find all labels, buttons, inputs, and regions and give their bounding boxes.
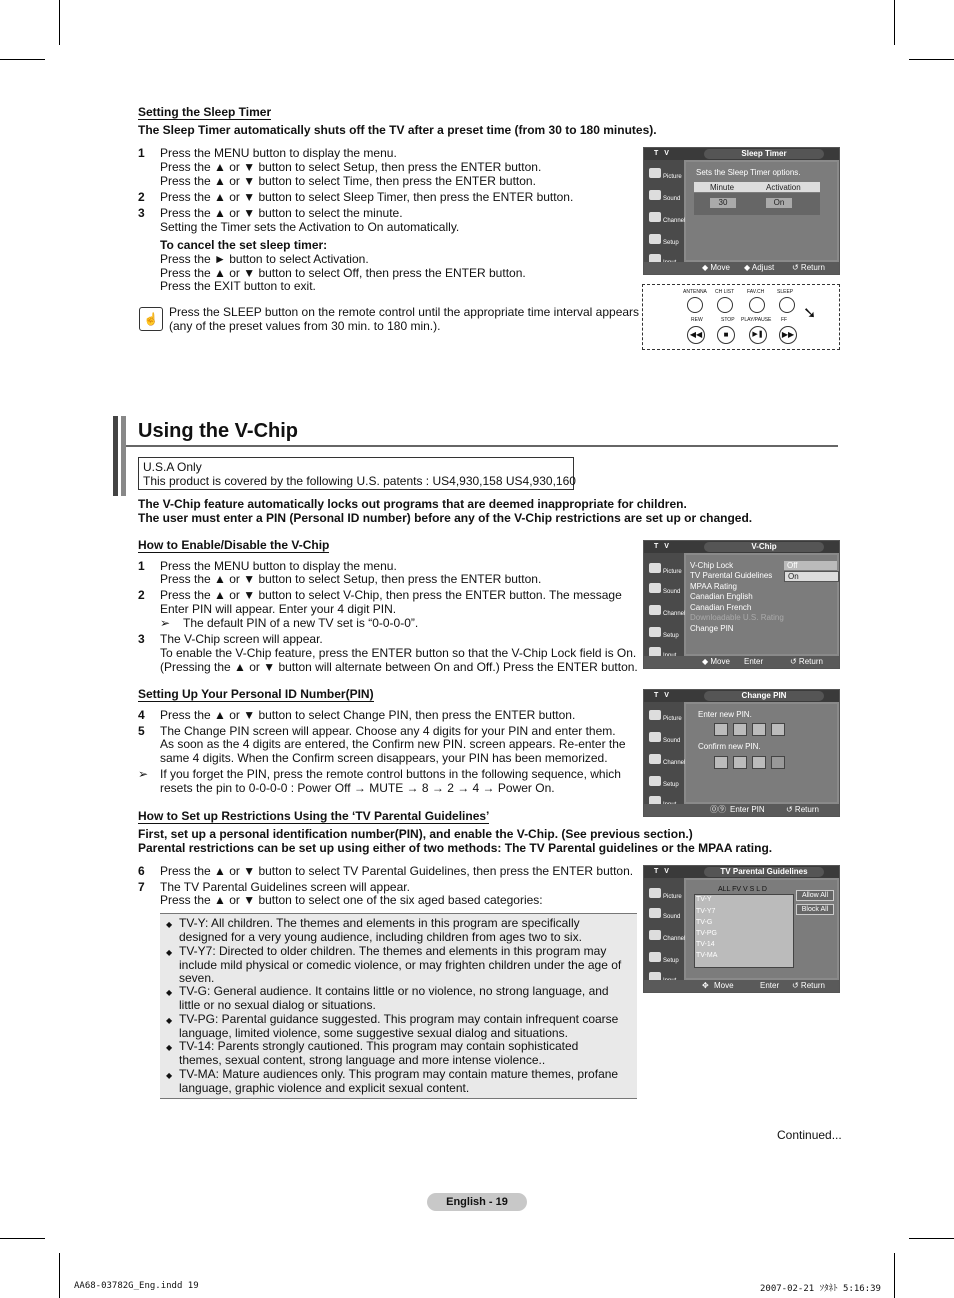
enable-heading: How to Enable/Disable the V-Chip bbox=[138, 538, 330, 552]
rating-item: TV-PG: Parental guidance suggested. This program may contain infrequent coarse language, limited violence, some suggestive sexual dialog and situations. bbox=[179, 1012, 619, 1040]
step-number: 3 bbox=[138, 206, 145, 220]
crop-mark bbox=[0, 1238, 45, 1239]
vchip-intro: The user must enter a PIN (Personal ID number) before any of the V-Chip restrictions are set up or changed. bbox=[138, 511, 753, 525]
channel-icon bbox=[649, 930, 661, 940]
sound-icon bbox=[649, 908, 661, 918]
sound-icon bbox=[649, 190, 661, 200]
remote-illustration: ANTENNA CH LIST FAV.CH SLEEP ➘ REW STOP PLAY/PAUSE FF ◀◀ ■ ▶❚ ▶▶ bbox=[642, 284, 840, 350]
note-arrow-icon: ➢ bbox=[160, 616, 171, 630]
step-text: Press the ▲ or ▼ button to select Sleep Timer, then press the ENTER button. bbox=[160, 190, 574, 204]
osd-parental-guidelines: T V TV Parental Guidelines Picture Sound Channel Setup ALL FV V S L D TV-Y TV-Y7 TV-G TV-PG TV-14 TV-MA Allow All Block All ✥ Move Enter ↺ Return bbox=[643, 865, 840, 993]
note-arrow-icon: ➢ bbox=[138, 767, 149, 781]
setup-icon bbox=[649, 776, 661, 786]
minute-value: 30 bbox=[710, 198, 736, 208]
bullet-icon: ◆ bbox=[166, 1043, 173, 1052]
step-text: Setting the Timer sets the Activation to On automatically. bbox=[160, 220, 460, 234]
pin-box bbox=[771, 756, 785, 769]
step-text: Press the ► button to select Activation. bbox=[160, 252, 369, 266]
step-text: Press the MENU button to display the menu. bbox=[160, 146, 397, 160]
picture-icon bbox=[649, 168, 661, 178]
chlist-button[interactable] bbox=[717, 297, 733, 313]
page-title: Using the V-Chip bbox=[138, 420, 298, 442]
date-info: 2007-02-21 ｿﾀﾈﾄ 5:16:39 bbox=[760, 1284, 881, 1294]
bullet-icon: ◆ bbox=[166, 988, 173, 997]
pin-box bbox=[752, 723, 766, 736]
cancel-heading: To cancel the set sleep timer: bbox=[160, 238, 328, 252]
picture-icon bbox=[649, 563, 661, 573]
step-text: Press the ▲ or ▼ button to select Time, then press the ENTER button. bbox=[160, 174, 536, 188]
bullet-icon: ◆ bbox=[166, 920, 173, 929]
note-text: (any of the preset values from 30 min. to 180 min.). bbox=[169, 319, 441, 333]
title-rule bbox=[126, 445, 838, 447]
page-number: English - 19 bbox=[427, 1193, 527, 1211]
restrictions-heading: How to Set up Restrictions Using the ‘TV Parental Guidelines’ bbox=[138, 809, 490, 823]
pin-box bbox=[714, 756, 728, 769]
bullet-icon: ◆ bbox=[166, 1071, 173, 1080]
step-text: Press the ▲ or ▼ button to select Off, then press the ENTER button. bbox=[160, 266, 526, 280]
sleep-button[interactable] bbox=[779, 297, 795, 313]
rating-item: TV-Y: All children. The themes and elements in this program are specifically designed for a very young audience, including children from ages two to six. bbox=[179, 916, 582, 944]
pin-box bbox=[714, 723, 728, 736]
continued-label: Continued... bbox=[777, 1128, 842, 1142]
sleep-heading: Setting the Sleep Timer bbox=[138, 105, 272, 119]
bullet-icon: ◆ bbox=[166, 1016, 173, 1025]
file-info: AA68-03782G_Eng.indd 19 bbox=[74, 1281, 199, 1291]
channel-icon bbox=[649, 212, 661, 222]
osd-vchip: T V V-Chip Picture Sound Channel Setup V-Chip Lock TV Parental Guidelines MPAA Rating Canadian English Canadian French Downloadable U.S. Rating Change PIN Off On ◆ Move Enter ↺ Return bbox=[643, 540, 840, 669]
step-number: 1 bbox=[138, 146, 145, 160]
pointer-icon: ➘ bbox=[803, 305, 817, 322]
step-number: 2 bbox=[138, 190, 145, 204]
ff-icon[interactable]: ▶▶ bbox=[779, 326, 797, 344]
picture-icon bbox=[649, 888, 661, 898]
crop-mark bbox=[909, 1238, 954, 1239]
rating-item: TV-G: General audience. It contains little or no violence, no strong language, and little or no sexual dialog or situations. bbox=[179, 984, 609, 1012]
sound-icon bbox=[649, 732, 661, 742]
favch-button[interactable] bbox=[749, 297, 765, 313]
channel-icon bbox=[649, 754, 661, 764]
step-text: Press the ▲ or ▼ button to select the minute. bbox=[160, 206, 403, 220]
step-text: Press the EXIT button to exit. bbox=[160, 279, 316, 293]
pin-box bbox=[752, 756, 766, 769]
osd-change-pin: T V Change PIN Picture Sound Channel Setup Enter new PIN. Confirm new PIN. ⓪⑨ Enter PIN ↺ Return bbox=[643, 689, 840, 817]
pin-box bbox=[771, 723, 785, 736]
vchip-intro: The V-Chip feature automatically locks out programs that are deemed inappropriate for children. bbox=[138, 497, 687, 511]
antenna-button[interactable] bbox=[687, 297, 703, 313]
pin-box bbox=[733, 756, 747, 769]
rating-item: TV-14: Parents strongly cautioned. This program may contain sophisticated themes, sexual content, strong language and more intense violence.. bbox=[179, 1039, 579, 1067]
bullet-icon: ◆ bbox=[166, 948, 173, 957]
stop-icon[interactable]: ■ bbox=[717, 326, 735, 344]
setup-icon bbox=[649, 234, 661, 244]
sleep-intro: The Sleep Timer automatically shuts off the TV after a preset time (from 30 to 180 minutes). bbox=[138, 123, 657, 137]
digit-icon: ⓪⑨ bbox=[710, 805, 726, 814]
activation-value: On bbox=[766, 198, 792, 208]
section-bar bbox=[121, 416, 126, 496]
channel-icon bbox=[649, 605, 661, 615]
move-icon: ✥ bbox=[702, 981, 709, 990]
crop-mark bbox=[59, 1253, 60, 1298]
crop-mark bbox=[59, 0, 60, 45]
note-text: Press the SLEEP button on the remote control until the appropriate time interval appears bbox=[169, 305, 640, 319]
setup-icon bbox=[649, 627, 661, 637]
step-text: Press the ▲ or ▼ button to select Setup, then press the ENTER button. bbox=[160, 160, 542, 174]
rating-item: TV-Y7: Directed to older children. The themes and elements in this program may include mild physical or comedic violence, or may frighten children under the age of seven. bbox=[179, 944, 622, 985]
osd-sleep-timer: T V Sleep Timer Picture Sound Channel Setup Sets the Sleep Timer options. Minute Activation 30 On ◆ Move ◆ Adjust ↺ Return bbox=[643, 147, 840, 275]
section-bar bbox=[113, 416, 118, 496]
osd-title: Sleep Timer bbox=[704, 149, 824, 159]
block-all-button[interactable]: Block All bbox=[796, 904, 834, 915]
play-pause-icon[interactable]: ▶❚ bbox=[749, 326, 767, 344]
rating-item: TV-MA: Mature audiences only. This program may contain mature themes, profane language, graphic violence and explicit sexual content. bbox=[179, 1067, 619, 1095]
crop-mark bbox=[894, 0, 895, 45]
pin-heading: Setting Up Your Personal ID Number(PIN) bbox=[138, 687, 374, 701]
crop-mark bbox=[909, 59, 954, 60]
rew-icon[interactable]: ◀◀ bbox=[687, 326, 705, 344]
crop-mark bbox=[894, 1253, 895, 1298]
pin-box bbox=[733, 723, 747, 736]
usa-box: U.S.A Only This product is covered by the following U.S. patents : US4,930,158 US4,930,160 bbox=[138, 457, 574, 490]
sound-icon bbox=[649, 583, 661, 593]
hand-note-icon: ☝ bbox=[139, 307, 163, 331]
setup-icon bbox=[649, 952, 661, 962]
picture-icon bbox=[649, 710, 661, 720]
allow-all-button[interactable]: Allow All bbox=[796, 890, 834, 901]
crop-mark bbox=[0, 59, 45, 60]
